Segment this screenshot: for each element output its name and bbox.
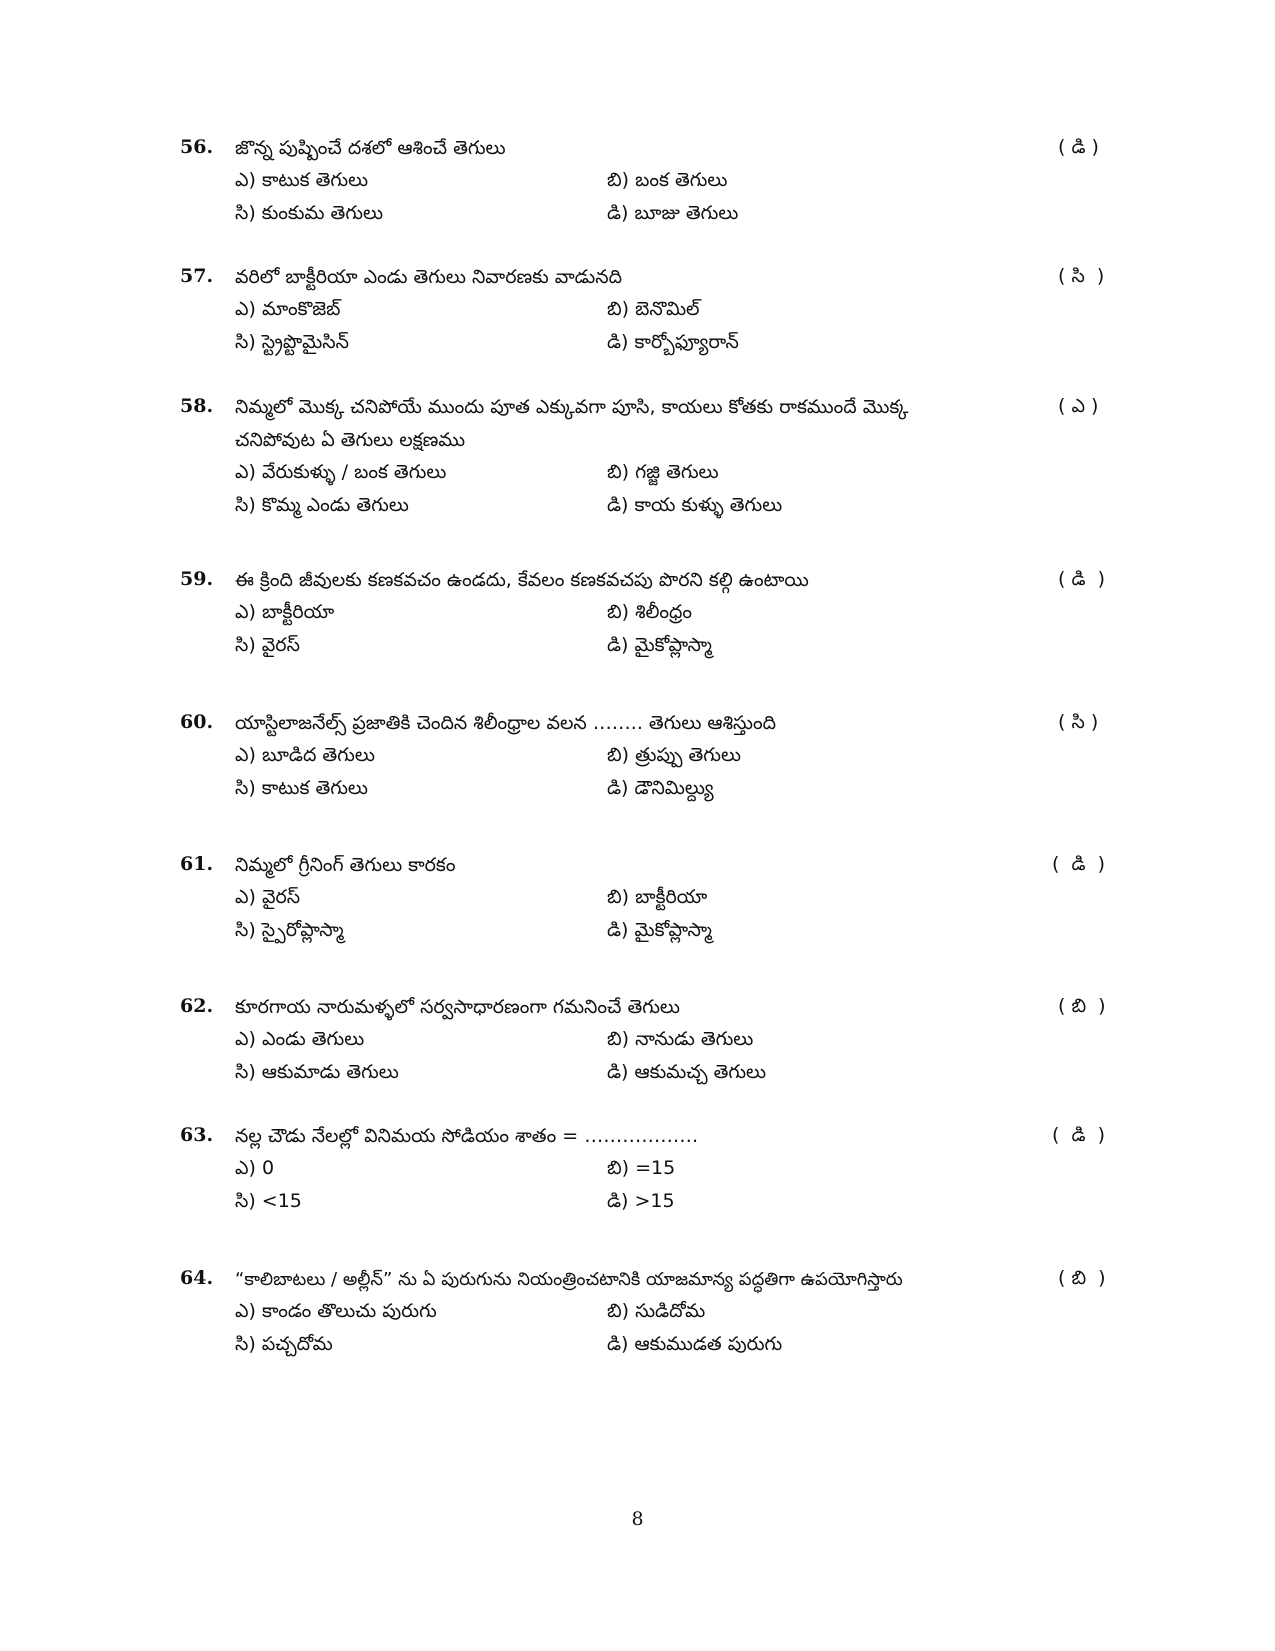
question-number: 59. bbox=[180, 568, 214, 590]
answer-key: ( డి ) bbox=[1058, 568, 1106, 590]
answer-key: ( సి ) bbox=[1058, 265, 1105, 287]
question-number: 56. bbox=[180, 136, 214, 158]
option-a: ఎ) మాంకొజెబ్ bbox=[235, 298, 341, 320]
option-d: డి) మైకోప్లాస్మా bbox=[607, 919, 712, 941]
option-a: ఎ) ఎండు తెగులు bbox=[235, 1028, 365, 1050]
question-number: 64. bbox=[180, 1267, 214, 1289]
question-58 bbox=[0, 391, 1275, 531]
question-text: కూరగాయ నారుమళ్ళలో సర్వసాధారణంగా గమనించే తెగులు bbox=[235, 996, 680, 1018]
option-a: ఎ) 0 bbox=[235, 1157, 275, 1179]
page-number: 8 bbox=[631, 1508, 644, 1530]
answer-key: ( బి ) bbox=[1058, 1267, 1106, 1289]
question-text: “కాలిబాటలు / అల్లీన్” ను ఏ పురుగును నియంత్రించటానికి యాజమాన్య పద్ధతిగా ఉపయోగిస్తారు bbox=[235, 1269, 903, 1290]
option-b: బి) =15 bbox=[607, 1157, 676, 1179]
option-d: డి) ఆకుమచ్చ తెగులు bbox=[607, 1061, 767, 1083]
option-c: సి) స్పైరోప్లాస్మా bbox=[235, 919, 344, 941]
option-c: సి) కుంకుమ తెగులు bbox=[235, 202, 384, 224]
option-d: డి) కార్బోఫ్యూరాన్ bbox=[607, 331, 739, 353]
option-d: డి) >15 bbox=[607, 1190, 675, 1212]
option-b: బి) శిలీంధ్రం bbox=[607, 601, 693, 623]
question-number: 60. bbox=[180, 711, 214, 733]
question-text: జొన్న పుష్పించే దశలో ఆశించే తెగులు bbox=[235, 137, 506, 159]
option-c: సి) ఆకుమాడు తెగులు bbox=[235, 1061, 399, 1083]
option-b: బి) బెనొమిల్ bbox=[607, 298, 700, 320]
question-61 bbox=[0, 849, 1275, 959]
option-c: సి) కొమ్మ ఎండు తెగులు bbox=[235, 494, 409, 516]
option-c: సి) <15 bbox=[235, 1190, 302, 1212]
question-number: 63. bbox=[180, 1124, 214, 1146]
option-d: డి) మైకోప్లాస్మా bbox=[607, 634, 712, 656]
option-a: ఎ) వేరుకుళ్ళు / బంక తెగులు bbox=[235, 461, 447, 483]
option-a: ఎ) కాటుక తెగులు bbox=[235, 169, 369, 191]
option-d: డి) ఆకుముడత పురుగు bbox=[607, 1333, 783, 1355]
option-a: ఎ) కాండం తొలుచు పురుగు bbox=[235, 1300, 437, 1322]
question-text: నిమ్మలో గ్రీనింగ్ తెగులు కారకం bbox=[235, 854, 456, 876]
question-64 bbox=[0, 1263, 1275, 1373]
option-a: ఎ) బాక్టీరియా bbox=[235, 601, 335, 623]
option-a: ఎ) వైరస్ bbox=[235, 886, 301, 908]
option-d: డి) డౌనిమిల్ద్యు bbox=[607, 777, 714, 799]
option-b: బి) బంక తెగులు bbox=[607, 169, 728, 191]
question-number: 61. bbox=[180, 853, 214, 875]
option-b: బి) గజ్జి తెగులు bbox=[607, 461, 719, 483]
question-number: 57. bbox=[180, 265, 214, 287]
answer-key: ( బి ) bbox=[1058, 995, 1106, 1017]
question-text: నల్ల చౌడు నేలల్లో వినిమయ సోడియం శాతం = ……………… bbox=[235, 1125, 699, 1147]
option-b: బి) నానుడు తెగులు bbox=[607, 1028, 754, 1050]
option-b: బి) బాక్టీరియా bbox=[607, 886, 708, 908]
question-63 bbox=[0, 1120, 1275, 1230]
question-text: ఈ క్రింది జీవులకు కణకవచం ఉండదు, కేవలం కణకవచపు పొరని కల్గి ఉంటాయి bbox=[235, 569, 809, 591]
option-d: డి) బూజు తెగులు bbox=[607, 202, 739, 224]
question-59 bbox=[0, 564, 1275, 674]
answer-key: ( డి ) bbox=[1052, 1124, 1106, 1146]
answer-key: ( సి ) bbox=[1058, 711, 1099, 733]
option-b: బి) త్రుప్పు తెగులు bbox=[607, 744, 742, 766]
question-62 bbox=[0, 991, 1275, 1101]
question-text: నిమ్మలో మొక్క చనిపోయే ముందు పూత ఎక్కువగా పూసి, కాయలు కోతకు రాకముందే మొక్క చనిపోవుట ఏ తెగులు లక్షణము bbox=[235, 396, 909, 451]
answer-key: ( డి ) bbox=[1058, 136, 1099, 158]
question-60 bbox=[0, 707, 1275, 817]
option-c: సి) కాటుక తెగులు bbox=[235, 777, 368, 799]
answer-key: ( ఎ ) bbox=[1058, 395, 1099, 417]
question-number: 62. bbox=[180, 995, 214, 1017]
option-c: సి) స్ట్రెప్టొమైసిన్ bbox=[235, 331, 349, 353]
question-57 bbox=[0, 261, 1275, 371]
answer-key: ( డి ) bbox=[1052, 853, 1106, 875]
option-c: సి) వైరస్ bbox=[235, 634, 300, 656]
option-b: బి) సుడిదోమ bbox=[607, 1300, 706, 1322]
option-d: డి) కాయ కుళ్ళు తెగులు bbox=[607, 494, 783, 516]
option-c: సి) పచ్చదోమ bbox=[235, 1333, 333, 1355]
question-text: యాస్టిలాజనేల్స్ ప్రజాతికి చెందిన శిలీంధ్రాల వలన …….. తెగులు ఆశిస్తుంది bbox=[235, 712, 777, 734]
option-a: ఎ) బూడిద తెగులు bbox=[235, 744, 375, 766]
question-56 bbox=[0, 132, 1275, 242]
question-number: 58. bbox=[180, 395, 214, 417]
question-text: వరిలో బాక్టీరియా ఎండు తెగులు నివారణకు వాడునది bbox=[235, 266, 622, 288]
